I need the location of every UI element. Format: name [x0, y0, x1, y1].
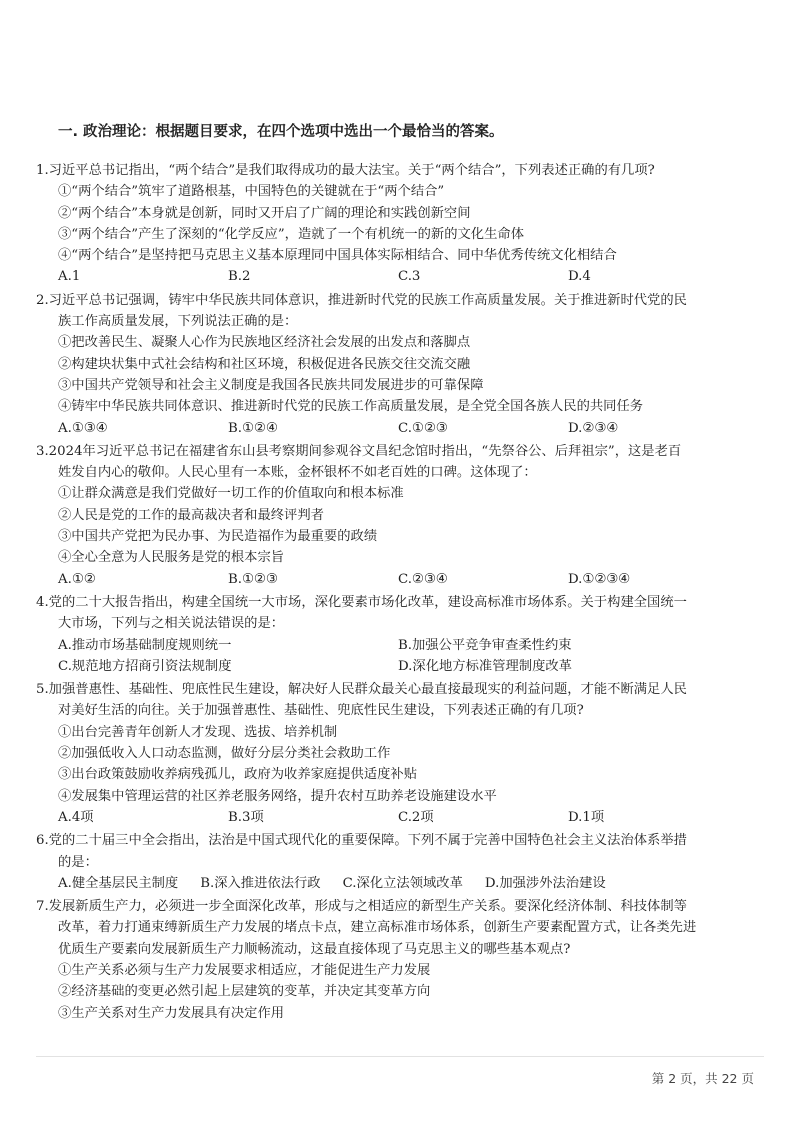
question-stem-line: 优质生产要素向发展新质生产力顺畅流动，这最直接体现了马克思主义的哪些基本观点?: [58, 941, 571, 957]
option-d: D.②③④: [568, 420, 619, 436]
question-2: [36, 290, 768, 439]
option-b: B.3项: [228, 809, 264, 825]
statement-item: ②构建块状集中式社会结构和社区环境，积极促进各民族交往交流交融: [58, 356, 471, 372]
statement-item: ③中国共产党领导和社会主义制度是我国各民族共同发展进步的可靠保障: [58, 377, 484, 393]
option-a: A.健全基层民主制度: [58, 875, 179, 891]
page-number: 第 2 页，共 22 页: [651, 1071, 754, 1086]
question-stem-line: 的是：: [58, 854, 98, 870]
section-title: 一. 政治理论：根据题目要求，在四个选项中选出一个最恰当的答案。: [58, 124, 504, 140]
statement-item: ①“两个结合”筑牢了道路根基，中国特色的关键就在于“两个结合”: [58, 184, 445, 200]
option-d: D.深化地方标准管理制度改革: [398, 658, 572, 674]
option-b: B.①②④: [228, 420, 278, 436]
statement-item: ③出台政策鼓励收养病残孤儿，政府为收养家庭提供适度补贴: [58, 767, 418, 783]
option-b: B.①②③: [228, 571, 278, 587]
question-7: [36, 896, 768, 1024]
statement-item: ②人民是党的工作的最高裁决者和最终评判者: [58, 507, 324, 523]
option-a: A.①②: [58, 571, 96, 587]
option-d: D.4: [568, 269, 591, 285]
question-3: [36, 441, 768, 590]
statement-item: ④发展集中管理运营的社区养老服务网络，提升农村互助养老设施建设水平: [58, 788, 497, 804]
question-5: [36, 679, 768, 828]
statement-item: ③中国共产党把为民办事、为民造福作为最重要的政绩: [58, 529, 378, 545]
question-6: [36, 830, 768, 894]
options-row: [36, 418, 768, 439]
statement-item: ③“两个结合”产生了深刻的“化学反应”，造就了一个有机统一的新的文化生命体: [58, 226, 524, 242]
question-stem-line: 6.党的二十届三中全会指出，法治是中国式现代化的重要保障。下列不属于完善中国特色社会主义法治体系举措: [36, 833, 687, 849]
option-a: A.4项: [58, 809, 94, 825]
option-c: C.规范地方招商引资法规制度: [58, 658, 232, 674]
options-row: [36, 807, 768, 828]
options-row: [36, 266, 768, 287]
statement-item: ④全心全意为人民服务是党的根本宗旨: [58, 550, 285, 566]
option-d: D.1项: [568, 809, 605, 825]
question-stem-line: 族工作高质量发展，下列说法正确的是：: [58, 314, 298, 330]
option-a: A.①③④: [58, 420, 108, 436]
option-b: B.加强公平竞争审查柔性约束: [398, 637, 572, 653]
option-b: B.深入推进依法行政: [200, 875, 321, 891]
options-grid: [36, 635, 768, 678]
question-stem-line: 5.加强普惠性、基础性、兜底性民生建设，解决好人民群众最关心最直接最现实的利益问题，才能不断满足人民: [36, 682, 687, 698]
option-b: B.2: [228, 269, 251, 285]
question-stem-line: 对美好生活的向往。关于加强普惠性、基础性、兜底性民生建设，下列表述正确的有几项?: [58, 703, 584, 719]
question-4: [36, 592, 768, 677]
statement-item: ②“两个结合”本身就是创新，同时又开启了广阔的理论和实践创新空间: [58, 205, 471, 221]
question-stem-line: 姓发自内心的敬仰。人民心里有一本账，金杯银杯不如老百姓的口碑。这体现了：: [58, 465, 537, 481]
option-c: C.②③④: [398, 571, 448, 587]
options-row: [36, 569, 768, 590]
question-stem-line: 1.习近平总书记指出，“两个结合”是我们取得成功的最大法宝。关于“两个结合”，下列表述正确的有几项?: [36, 163, 655, 178]
question-stem-line: 3.2024年习近平总书记在福建省东山县考察期间参观谷文昌纪念馆时指出，“先祭谷公、后拜祖宗”，这是老百: [36, 443, 682, 459]
option-c: C.深化立法领域改革: [342, 875, 463, 891]
option-d: D.①②③④: [568, 571, 631, 587]
option-c: C.①②③: [398, 420, 448, 436]
statement-item: ①把改善民生、凝聚人心作为民族地区经济社会发展的出发点和落脚点: [58, 335, 471, 351]
statement-item: ②经济基础的变更必然引起上层建筑的变革，并决定其变革方向: [58, 984, 431, 1000]
statement-item: ②加强低收入人口动态监测，做好分层分类社会救助工作: [58, 746, 391, 762]
statement-item: ④“两个结合”是坚持把马克思主义基本原理同中国具体实际相结合、同中华优秀传统文化相结合: [58, 248, 617, 264]
question-stem-line: 2.习近平总书记强调，铸牢中华民族共同体意识，推进新时代党的民族工作高质量发展。关于推进新时代党的民: [36, 292, 687, 308]
question-1: [36, 160, 768, 288]
option-c: C.3: [398, 269, 421, 285]
question-stem-line: 大市场，下列与之相关说法错误的是：: [58, 616, 285, 632]
question-list: [36, 160, 768, 1026]
footer-divider: [36, 1056, 764, 1057]
question-stem-line: 4.党的二十大报告指出，构建全国统一大市场，深化要素市场化改革，建设高标准市场体系。关于构建全国统一: [36, 594, 687, 610]
question-stem-line: 7.发展新质生产力，必须进一步全面深化改革，形成与之相适应的新型生产关系。要深化经济体制、科技体制等: [36, 899, 687, 915]
statement-item: ④铸牢中华民族共同体意识、推进新时代党的民族工作高质量发展，是全党全国各族人民的共同任务: [58, 399, 644, 415]
option-a: A.推动市场基础制度规则统一: [58, 637, 232, 653]
options-row: [36, 873, 768, 894]
option-c: C.2项: [398, 809, 434, 825]
statement-item: ①让群众满意是我们党做好一切工作的价值取向和根本标准: [58, 486, 404, 502]
statement-item: ①生产关系必须与生产力发展要求相适应，才能促进生产力发展: [58, 962, 431, 978]
option-a: A.1: [58, 269, 81, 285]
statement-item: ③生产关系对生产力发展具有决定作用: [58, 1005, 285, 1021]
question-stem-line: 改革，着力打通束缚新质生产力发展的堵点卡点，建立高标准市场体系，创新生产要素配置方式，让各类先进: [58, 920, 697, 936]
option-d: D.加强涉外法治建设: [484, 875, 606, 891]
statement-item: ①出台完善青年创新人才发现、选拔、培养机制: [58, 724, 338, 740]
